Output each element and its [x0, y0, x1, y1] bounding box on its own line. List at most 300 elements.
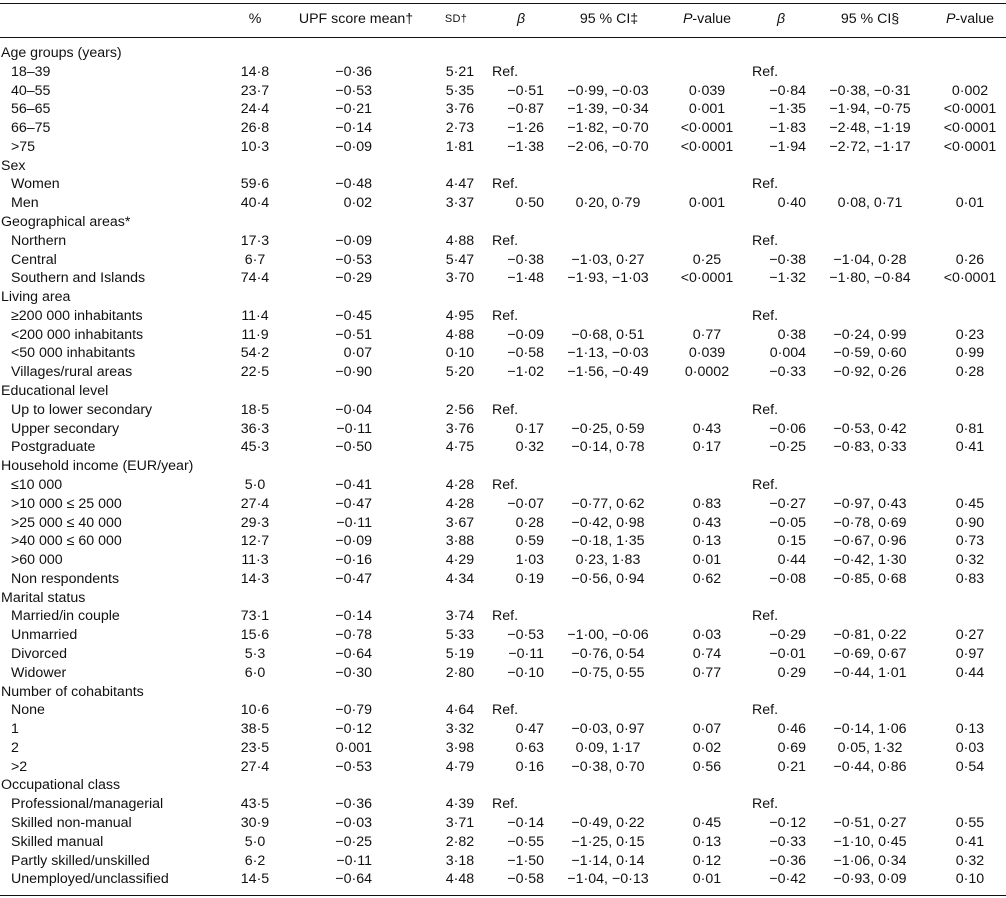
cell-p2: <0·0001 — [943, 120, 997, 137]
header-p-value-2 — [934, 10, 1006, 30]
cell-p1: <0·0001 — [680, 120, 734, 137]
cell-p2: 0·13 — [955, 721, 985, 738]
cell-beta2: −1·83 — [769, 120, 806, 137]
cell-p1: 0·01 — [692, 871, 722, 888]
cell-ci1: −0·76, 0·54 — [571, 645, 645, 662]
cell-ci2: −0·59, 0·60 — [833, 345, 907, 362]
cell-upf: −0·78 — [335, 627, 372, 644]
cell-sd: 5·47 — [445, 251, 475, 268]
cell-ci1: −0·99, −0·03 — [567, 82, 649, 99]
cell-ci2: −0·24, 0·99 — [833, 326, 907, 343]
group-heading: Geographical areas* — [1, 214, 131, 231]
cell-pct: 40·4 — [240, 195, 270, 212]
cell-sd: 4·48 — [445, 871, 475, 888]
cell-p1: 0·62 — [692, 570, 722, 587]
row-label: Central — [11, 251, 57, 268]
cell-beta1: 0·32 — [515, 439, 544, 456]
cell-pct: 18·5 — [240, 401, 270, 418]
group-heading: Living area — [1, 289, 71, 306]
row-label: None — [11, 702, 45, 719]
cell-ci2: −2·72, −1·17 — [829, 138, 911, 155]
cell-pct: 6·7 — [244, 251, 266, 268]
cell-upf: −0·25 — [335, 833, 372, 850]
cell-beta1: −0·11 — [508, 645, 544, 662]
cell-upf: −0·45 — [335, 307, 372, 324]
cell-upf: 0·07 — [343, 345, 372, 362]
group-heading: Household income (EUR/year) — [1, 458, 194, 475]
row-label: >75 — [11, 138, 36, 155]
row-label: >25 000 ≤ 40 000 — [11, 514, 122, 531]
cell-beta1: 0·50 — [515, 195, 544, 212]
cell-ci2: −1·10, 0·45 — [833, 833, 907, 850]
row-label: >2 — [11, 758, 28, 775]
cell-p1: 0·74 — [692, 645, 722, 662]
cell-beta2: −0·01 — [769, 645, 806, 662]
cell-beta1: 0·63 — [515, 739, 544, 756]
cell-pct: 5·0 — [244, 476, 266, 493]
cell-ci2: 0·05, 1·32 — [837, 739, 903, 756]
cell-sd: 4·28 — [445, 495, 475, 512]
cell-p2: 0·27 — [955, 627, 985, 644]
cell-p1: 0·001 — [688, 195, 726, 212]
cell-upf: −0·11 — [336, 420, 372, 437]
cell-pct: 5·0 — [244, 833, 266, 850]
row-label: Non respondents — [11, 570, 120, 587]
cell-upf: −0·12 — [335, 721, 372, 738]
cell-p2: 0·03 — [955, 739, 985, 756]
cell-pct: 5·3 — [244, 645, 266, 662]
cell-beta2: Ref. — [752, 608, 779, 625]
cell-beta1: Ref. — [492, 702, 519, 719]
cell-upf: −0·53 — [335, 82, 372, 99]
cell-pct: 14·8 — [240, 63, 270, 80]
cell-ci2: −1·06, 0·34 — [833, 852, 907, 869]
cell-beta2: Ref. — [752, 796, 779, 813]
cell-upf: −0·50 — [335, 439, 372, 456]
row-label: Men — [11, 195, 39, 212]
cell-upf: −0·51 — [335, 326, 372, 343]
cell-pct: 29·3 — [240, 514, 270, 531]
header-p-rest-2: -value — [955, 11, 995, 27]
cell-p2: 0·01 — [955, 195, 985, 212]
cell-pct: 59·6 — [240, 176, 270, 193]
cell-ci1: 0·20, 0·79 — [575, 195, 641, 212]
cell-p2: 0·97 — [955, 645, 985, 662]
cell-pct: 27·4 — [240, 758, 270, 775]
cell-ci2: −0·92, 0·26 — [833, 364, 907, 381]
cell-beta1: 0·17 — [515, 420, 544, 437]
cell-ci2: −0·14, 1·06 — [833, 721, 907, 738]
row-label: <200 000 inhabitants — [11, 326, 144, 343]
cell-p1: 0·43 — [692, 420, 722, 437]
cell-sd: 2·80 — [445, 664, 475, 681]
cell-p2: 0·54 — [955, 758, 985, 775]
cell-beta2: −0·42 — [769, 871, 806, 888]
cell-sd: 3·18 — [445, 852, 475, 869]
cell-upf: −0·09 — [335, 138, 372, 155]
cell-ci1: 0·23, 1·83 — [575, 552, 641, 569]
cell-ci1: −1·82, −0·70 — [567, 120, 649, 137]
cell-ci2: −0·78, 0·69 — [833, 514, 907, 531]
cell-sd: 4·28 — [445, 476, 475, 493]
row-label: Southern and Islands — [11, 270, 146, 287]
cell-p2: 0·55 — [955, 814, 985, 831]
cell-sd: 5·35 — [445, 82, 475, 99]
row-label: Married/in couple — [11, 608, 120, 625]
cell-ci2: −0·53, 0·42 — [833, 420, 907, 437]
cell-beta2: Ref. — [752, 702, 779, 719]
cell-ci1: −2·06, −0·70 — [567, 138, 649, 155]
row-label: <50 000 inhabitants — [11, 345, 136, 362]
cell-beta1: Ref. — [492, 232, 519, 249]
cell-sd: 3·88 — [445, 533, 475, 550]
row-label: >60 000 — [11, 552, 63, 569]
cell-ci2: −0·69, 0·67 — [833, 645, 907, 662]
cell-upf: −0·47 — [335, 495, 372, 512]
cell-upf: −0·53 — [335, 251, 372, 268]
cell-ci1: −1·13, −0·03 — [567, 345, 649, 362]
cell-pct: 17·3 — [240, 232, 270, 249]
row-label: Unmarried — [11, 627, 78, 644]
header-beta-2: β — [776, 11, 786, 27]
cell-sd: 1·81 — [445, 138, 475, 155]
cell-p2: 0·44 — [955, 664, 985, 681]
cell-p1: 0·83 — [692, 495, 722, 512]
cell-pct: 11·9 — [241, 326, 269, 343]
cell-pct: 36·3 — [240, 420, 270, 437]
cell-upf: −0·09 — [335, 232, 372, 249]
cell-beta2: 0·40 — [777, 195, 806, 212]
cell-beta1: −1·50 — [507, 852, 544, 869]
cell-beta2: 0·46 — [777, 721, 806, 738]
cell-p2: <0·0001 — [943, 138, 997, 155]
cell-upf: −0·14 — [335, 608, 372, 625]
cell-ci1: −0·14, 0·78 — [571, 439, 645, 456]
cell-ci1: −0·38, 0·70 — [571, 758, 645, 775]
group-heading: Marital status — [1, 589, 86, 606]
row-label: 56–65 — [11, 101, 51, 118]
cell-pct: 27·4 — [240, 495, 270, 512]
cell-p2: 0·45 — [955, 495, 985, 512]
cell-upf: −0·41 — [335, 476, 372, 493]
cell-pct: 10·6 — [240, 702, 270, 719]
cell-beta1: −0·53 — [507, 627, 544, 644]
cell-sd: 4·29 — [445, 552, 475, 569]
cell-upf: −0·64 — [335, 645, 372, 662]
cell-sd: 3·76 — [445, 101, 475, 118]
cell-ci2: −0·93, 0·09 — [833, 871, 907, 888]
cell-beta2: −0·29 — [769, 627, 806, 644]
row-label: Partly skilled/unskilled — [11, 852, 150, 869]
cell-beta1: −0·38 — [507, 251, 544, 268]
cell-p2: 0·73 — [955, 533, 985, 550]
cell-beta2: −0·27 — [769, 495, 806, 512]
cell-sd: 4·95 — [445, 307, 475, 324]
row-label: Unemployed/unclassified — [11, 871, 169, 888]
cell-beta2: −0·25 — [769, 439, 806, 456]
cell-upf: −0·48 — [335, 176, 372, 193]
cell-pct: 14·5 — [240, 871, 270, 888]
cell-upf: −0·53 — [335, 758, 372, 775]
cell-sd: 3·71 — [445, 814, 475, 831]
cell-beta2: Ref. — [752, 307, 779, 324]
cell-beta2: 0·44 — [777, 552, 806, 569]
cell-p1: 0·13 — [692, 533, 722, 550]
cell-beta1: 0·47 — [515, 721, 544, 738]
cell-p1: 0·0002 — [684, 364, 730, 381]
cell-beta2: Ref. — [752, 176, 779, 193]
row-label: 66–75 — [11, 120, 51, 137]
cell-upf: −0·29 — [335, 270, 372, 287]
cell-sd: 4·88 — [445, 326, 475, 343]
cell-upf: −0·11 — [336, 852, 372, 869]
row-label: >40 000 ≤ 60 000 — [11, 533, 122, 550]
cell-p2: 0·10 — [955, 871, 985, 888]
group-heading: Age groups (years) — [1, 45, 122, 61]
cell-ci2: −0·97, 0·43 — [833, 495, 907, 512]
cell-ci1: −0·49, 0·22 — [571, 814, 645, 831]
row-label: Postgraduate — [11, 439, 96, 456]
group-heading: Number of cohabitants — [1, 683, 144, 700]
cell-beta1: −0·14 — [507, 814, 544, 831]
cell-sd: 2·82 — [445, 833, 475, 850]
cell-beta1: −0·09 — [507, 326, 544, 343]
cell-ci1: −1·14, 0·14 — [571, 852, 645, 869]
group-heading: Occupational class — [1, 777, 121, 794]
cell-ci1: −0·18, 1·35 — [571, 533, 645, 550]
cell-p1: 0·07 — [692, 721, 722, 738]
cell-sd: 5·21 — [445, 63, 475, 80]
cell-sd: 4·34 — [445, 570, 475, 587]
header-ci-1: 95 % CI‡ — [579, 11, 639, 27]
cell-ci1: −0·56, 0·94 — [571, 570, 645, 587]
cell-p2: 0·28 — [955, 364, 985, 381]
cell-p1: 0·17 — [692, 439, 722, 456]
row-label: 40–55 — [11, 82, 51, 99]
cell-ci1: −1·25, 0·15 — [571, 833, 645, 850]
cell-upf: −0·36 — [335, 796, 372, 813]
cell-p2: 0·002 — [951, 82, 989, 99]
cell-ci1: −0·75, 0·55 — [571, 664, 645, 681]
header-sd: SD† — [444, 13, 468, 25]
cell-p2: <0·0001 — [943, 270, 997, 287]
cell-beta1: Ref. — [492, 608, 519, 625]
cell-ci2: −1·94, −0·75 — [829, 101, 911, 118]
cell-ci2: −1·04, 0·28 — [833, 251, 907, 268]
cell-pct: 23·5 — [240, 739, 270, 756]
cell-beta1: 0·19 — [515, 570, 544, 587]
header-p-letter-1: P — [682, 11, 693, 27]
cell-beta1: 0·28 — [515, 514, 544, 531]
row-label: ≥200 000 inhabitants — [11, 307, 143, 324]
cell-p2: 0·90 — [955, 514, 985, 531]
cell-sd: 3·67 — [445, 514, 475, 531]
cell-upf: −0·79 — [335, 702, 372, 719]
cell-pct: 23·7 — [240, 82, 270, 99]
cell-beta2: Ref. — [752, 401, 779, 418]
cell-sd: 4·47 — [445, 176, 475, 193]
cell-ci2: −0·83, 0·33 — [833, 439, 907, 456]
cell-beta1: −1·48 — [507, 270, 544, 287]
cell-pct: 22·5 — [240, 364, 270, 381]
row-label: Widower — [11, 664, 67, 681]
cell-sd: 5·33 — [445, 627, 475, 644]
cell-beta2: Ref. — [752, 63, 779, 80]
row-label: Divorced — [11, 645, 67, 662]
cell-beta1: −1·38 — [507, 138, 544, 155]
cell-p2: <0·0001 — [943, 101, 997, 118]
bottom-rule — [0, 895, 1006, 896]
cell-upf: −0·04 — [335, 401, 372, 418]
cell-sd: 4·79 — [445, 758, 475, 775]
cell-ci1: −1·03, 0·27 — [571, 251, 645, 268]
cell-upf: −0·21 — [335, 101, 372, 118]
cell-upf: 0·001 — [335, 739, 372, 756]
cell-pct: 73·1 — [240, 608, 270, 625]
cell-upf: −0·11 — [336, 514, 372, 531]
cell-beta1: −1·26 — [507, 120, 544, 137]
cell-pct: 38·5 — [240, 721, 270, 738]
cell-pct: 54·2 — [240, 345, 270, 362]
cell-p2: 0·83 — [955, 570, 985, 587]
cell-beta1: −0·10 — [507, 664, 544, 681]
cell-upf: −0·90 — [335, 364, 372, 381]
cell-p1: 0·039 — [688, 345, 726, 362]
row-label: Skilled manual — [11, 833, 104, 850]
cell-sd: 3·76 — [445, 420, 475, 437]
row-label: Upper secondary — [11, 420, 120, 437]
cell-beta1: −1·02 — [507, 364, 544, 381]
cell-beta1: Ref. — [492, 63, 519, 80]
cell-p2: 0·32 — [955, 852, 985, 869]
cell-p1: <0·0001 — [680, 270, 734, 287]
header-p-letter-2: P — [945, 11, 956, 27]
header-upf-score-mean: UPF score mean† — [298, 11, 414, 27]
cell-beta1: −0·58 — [507, 871, 544, 888]
cell-beta1: −0·87 — [507, 101, 544, 118]
cell-ci1: −0·68, 0·51 — [571, 326, 645, 343]
cell-pct: 11·4 — [241, 307, 269, 324]
cell-beta1: 0·16 — [515, 758, 544, 775]
cell-beta2: −0·05 — [769, 514, 806, 531]
cell-pct: 15·6 — [240, 627, 270, 644]
cell-ci1: −0·77, 0·62 — [571, 495, 645, 512]
row-label: Professional/managerial — [11, 796, 164, 813]
cell-ci2: −2·48, −1·19 — [829, 120, 911, 137]
cell-upf: −0·64 — [335, 871, 372, 888]
cell-beta2: −0·33 — [769, 364, 806, 381]
cell-pct: 45·3 — [240, 439, 270, 456]
cell-p1: 0·43 — [692, 514, 722, 531]
row-label: Northern — [11, 232, 67, 249]
row-label: Villages/rural areas — [11, 364, 133, 381]
cell-beta1: Ref. — [492, 476, 519, 493]
cell-ci1: −1·93, −1·03 — [567, 270, 649, 287]
row-label: Women — [11, 176, 60, 193]
row-label: 1 — [11, 721, 19, 738]
header-beta-1: β — [516, 11, 526, 27]
row-label: >10 000 ≤ 25 000 — [11, 495, 122, 512]
cell-p1: 0·56 — [692, 758, 722, 775]
cell-ci1: −1·39, −0·34 — [567, 101, 649, 118]
cell-p1: <0·0001 — [680, 138, 734, 155]
cell-sd: 3·74 — [445, 608, 475, 625]
cell-beta2: 0·21 — [777, 758, 806, 775]
cell-beta1: −0·58 — [507, 345, 544, 362]
cell-p2: 0·99 — [955, 345, 985, 362]
cell-p1: 0·02 — [692, 739, 722, 756]
cell-beta1: 0·59 — [515, 533, 544, 550]
cell-ci2: −0·67, 0·96 — [833, 533, 907, 550]
cell-beta2: −0·84 — [769, 82, 806, 99]
cell-p2: 0·41 — [955, 833, 985, 850]
cell-ci1: 0·09, 1·17 — [575, 739, 641, 756]
group-heading: Sex — [1, 157, 26, 174]
cell-beta2: Ref. — [752, 476, 779, 493]
cell-beta2: −0·08 — [769, 570, 806, 587]
cell-ci2: −0·38, −0·31 — [829, 82, 911, 99]
row-label: Skilled non-manual — [11, 814, 132, 831]
cell-ci1: −1·04, −0·13 — [567, 871, 649, 888]
cell-p2: 0·23 — [955, 326, 985, 343]
cell-sd: 4·75 — [445, 439, 475, 456]
cell-beta1: −0·55 — [507, 833, 544, 850]
cell-sd: 3·98 — [445, 739, 475, 756]
cell-p1: 0·77 — [692, 664, 722, 681]
header-rule — [0, 37, 1006, 38]
cell-sd: 5·20 — [445, 364, 475, 381]
cell-upf: −0·03 — [335, 814, 372, 831]
cell-p1: 0·45 — [692, 814, 722, 831]
header-p-value-1 — [670, 10, 744, 30]
cell-beta1: Ref. — [492, 176, 519, 193]
cell-ci2: 0·08, 0·71 — [837, 195, 903, 212]
cell-beta1: −0·07 — [507, 495, 544, 512]
cell-beta2: −0·38 — [769, 251, 806, 268]
cell-pct: 14·3 — [240, 570, 270, 587]
cell-ci1: −1·00, −0·06 — [567, 627, 649, 644]
cell-pct: 11·3 — [241, 552, 269, 569]
cell-sd: 2·73 — [445, 120, 475, 137]
cell-pct: 12·7 — [240, 533, 270, 550]
cell-sd: 5·19 — [445, 645, 475, 662]
cell-ci1: −0·25, 0·59 — [571, 420, 645, 437]
cell-upf: −0·16 — [335, 552, 372, 569]
cell-p2: 0·81 — [955, 420, 985, 437]
cell-beta2: 0·004 — [769, 345, 806, 362]
cell-beta1: Ref. — [492, 307, 519, 324]
cell-p2: 0·26 — [955, 251, 985, 268]
cell-ci2: −0·44, 0·86 — [833, 758, 907, 775]
cell-p1: 0·001 — [688, 101, 726, 118]
cell-p2: 0·41 — [955, 439, 985, 456]
cell-ci2: −0·42, 1·30 — [833, 552, 907, 569]
cell-beta1: −0·51 — [507, 82, 544, 99]
row-label: 2 — [11, 739, 19, 756]
cell-p1: 0·13 — [692, 833, 722, 850]
cell-beta2: 0·69 — [777, 739, 806, 756]
cell-sd: 4·39 — [445, 796, 475, 813]
cell-beta2: −0·06 — [769, 420, 806, 437]
cell-beta2: −1·32 — [769, 270, 806, 287]
cell-pct: 43·5 — [240, 796, 270, 813]
cell-sd: 4·64 — [445, 702, 475, 719]
cell-beta1: Ref. — [492, 401, 519, 418]
group-heading: Educational level — [1, 383, 109, 400]
cell-p1: 0·03 — [692, 627, 722, 644]
row-label: ≤10 000 — [11, 476, 63, 493]
cell-p2: 0·32 — [955, 552, 985, 569]
